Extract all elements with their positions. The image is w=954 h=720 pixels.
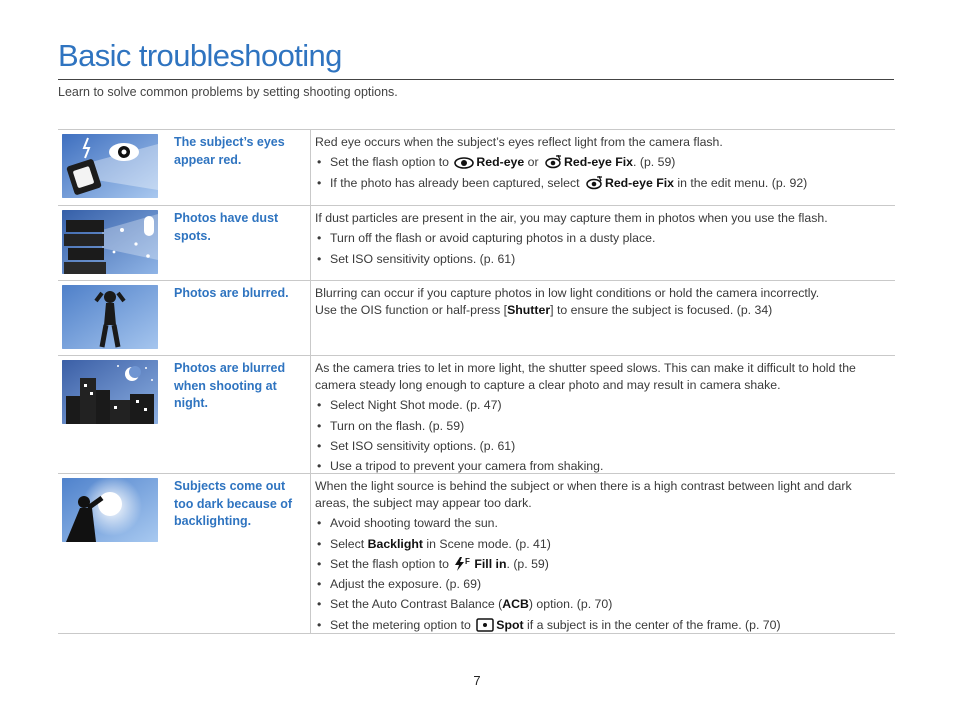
night-city-illustration-icon bbox=[62, 360, 158, 424]
table-row bbox=[58, 281, 895, 356]
page-title: Basic troubleshooting bbox=[58, 38, 342, 73]
list-item: • Select Night Shot mode. (p. 47) bbox=[315, 397, 889, 414]
thumbnail-cell bbox=[58, 206, 170, 280]
list-item: • Set ISO sensitivity options. (p. 61) bbox=[315, 438, 889, 455]
solution-intro: When the light source is behind the subject or when there is a high contrast between light and dark areas, the subject may appear too dark. bbox=[315, 479, 852, 510]
bullet-text: If the photo has already been captured, select bbox=[330, 175, 580, 190]
bullet-text: Select bbox=[330, 536, 365, 551]
shutter-key-label: Shutter bbox=[507, 303, 551, 317]
list-item: • Set ISO sensitivity options. (p. 61) bbox=[315, 251, 889, 268]
list-item bbox=[315, 596, 889, 613]
backlight-silhouette-illustration-icon bbox=[62, 478, 158, 542]
line-text: ] to ensure the subject is focused. (p. 34) bbox=[550, 303, 773, 317]
solution-cell bbox=[311, 281, 895, 355]
dust-spots-illustration-icon bbox=[62, 210, 158, 274]
list-item: • Use a tripod to prevent your camera from shaking. bbox=[315, 458, 889, 475]
solution-line bbox=[315, 302, 889, 319]
red-eye-fix-icon bbox=[585, 176, 603, 190]
table-row bbox=[58, 474, 895, 634]
bullet-text: . (p. 59) bbox=[506, 556, 549, 571]
problem-label: Subjects come out too dark because of backlighting. bbox=[170, 474, 311, 633]
page-subtitle: Learn to solve common problems by setting shooting options. bbox=[58, 85, 398, 99]
solution-list bbox=[315, 397, 889, 475]
bullet-text: ) option. (p. 70) bbox=[528, 597, 613, 612]
option-name: Red-eye Fix bbox=[564, 155, 634, 170]
solution-line: Blurring can occur if you capture photos in low light conditions or hold the camera incorrectly. bbox=[315, 286, 820, 300]
list-item bbox=[315, 154, 889, 171]
problem-label: Photos have dust spots. bbox=[170, 206, 311, 280]
fill-in-flash-icon bbox=[454, 556, 472, 571]
blurred-photographer-illustration-icon bbox=[62, 285, 158, 349]
bullet-text: Set the metering option to bbox=[330, 617, 471, 632]
bullet-text: in the edit menu. (p. 92) bbox=[677, 175, 808, 190]
list-item: • Turn off the flash or avoid capturing photos in a dusty place. bbox=[315, 230, 889, 247]
troubleshooting-table bbox=[58, 129, 895, 634]
thumbnail-cell bbox=[58, 356, 170, 473]
problem-label: The subject’s eyes appear red. bbox=[170, 130, 311, 205]
option-name: ACB bbox=[502, 597, 529, 612]
option-name: Backlight bbox=[367, 536, 423, 551]
solution-list bbox=[315, 515, 889, 633]
line-text: Use the OIS function or half-press [ bbox=[315, 303, 508, 317]
bullet-text: Set the Auto Contrast Balance ( bbox=[330, 597, 503, 612]
bullet-text: . (p. 59) bbox=[633, 155, 676, 170]
list-item bbox=[315, 175, 889, 192]
thumbnail-cell bbox=[58, 130, 170, 205]
thumbnail-cell bbox=[58, 281, 170, 355]
list-item: • Avoid shooting toward the sun. bbox=[315, 515, 889, 532]
list-item: • Adjust the exposure. (p. 69) bbox=[315, 576, 889, 593]
title-divider bbox=[58, 79, 894, 80]
table-row bbox=[58, 356, 895, 474]
solution-list bbox=[315, 230, 889, 267]
solution-cell bbox=[311, 206, 895, 280]
list-item bbox=[315, 556, 889, 573]
solution-intro: If dust particles are present in the air, you may capture them in photos when you use the flash. bbox=[315, 211, 828, 225]
option-name: Red-eye bbox=[476, 155, 525, 170]
list-item: • Turn on the flash. (p. 59) bbox=[315, 418, 889, 435]
problem-label: Photos are blurred when shooting at night. bbox=[170, 356, 311, 473]
spot-metering-icon bbox=[476, 618, 494, 632]
table-row bbox=[58, 130, 895, 206]
svg-text:F: F bbox=[465, 556, 471, 566]
page-number: 7 bbox=[473, 673, 481, 688]
solution-cell bbox=[311, 130, 895, 205]
solution-cell bbox=[311, 474, 895, 633]
red-eye-fix-icon bbox=[544, 155, 562, 169]
solution-cell bbox=[311, 356, 895, 473]
bullet-text: Set the flash option to bbox=[330, 155, 449, 170]
solution-list bbox=[315, 154, 889, 191]
bullet-text: if a subject is in the center of the frame. (p. 70) bbox=[527, 617, 781, 632]
option-name: Red-eye Fix bbox=[604, 175, 674, 190]
option-name: Spot bbox=[496, 617, 524, 632]
solution-intro: Red eye occurs when the subject’s eyes reflect light from the camera flash. bbox=[315, 135, 723, 149]
bullet-text: in Scene mode. (p. 41) bbox=[426, 536, 551, 551]
list-item bbox=[315, 536, 889, 553]
list-item bbox=[315, 617, 889, 634]
option-name: Fill in bbox=[474, 556, 507, 571]
problem-label: Photos are blurred. bbox=[170, 281, 311, 355]
bullet-text: or bbox=[527, 155, 539, 170]
bullet-text: Set the flash option to bbox=[330, 556, 449, 571]
red-eye-illustration-icon bbox=[62, 134, 158, 198]
solution-intro: As the camera tries to let in more light, the shutter speed slows. This can make it difficult to hold the camera steady long enough to capture a clear photo and may result in camera shake. bbox=[315, 361, 856, 392]
red-eye-icon bbox=[454, 157, 474, 169]
table-row bbox=[58, 206, 895, 281]
thumbnail-cell bbox=[58, 474, 170, 633]
